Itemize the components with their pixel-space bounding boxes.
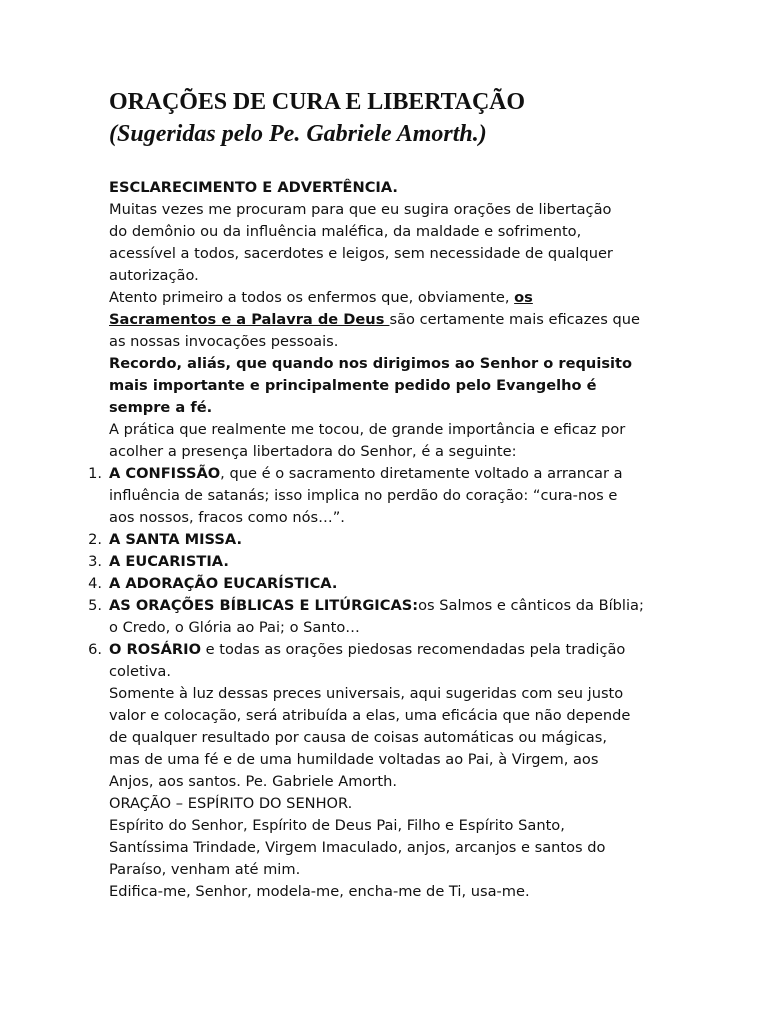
text-span: são certamente mais eficazes que	[389, 311, 640, 328]
text-line: Muitas vezes me procuram para que eu sugira orações de libertação	[109, 201, 612, 218]
faith-paragraph	[109, 353, 669, 419]
text-line: Somente à luz dessas preces universais, aqui sugeridas com seu justo	[109, 685, 624, 702]
text-line: influência de satanás; isso implica no perdão do coração: “cura-nos e	[109, 487, 618, 504]
item-title: O ROSÁRIO	[109, 641, 202, 658]
item-title: A SANTA MISSA.	[109, 531, 243, 548]
text-line	[109, 595, 669, 617]
text-line: acolher a presença libertadora do Senhor, é a seguinte:	[109, 443, 517, 460]
list-item	[88, 551, 669, 573]
sacraments-link-part1[interactable]: os	[514, 289, 533, 306]
page-subtitle: (Sugeridas pelo Pe. Gabriele Amorth.)	[109, 121, 487, 147]
text-line: autorização.	[109, 267, 199, 284]
item-text: os Salmos e cânticos da Bíblia;	[418, 597, 644, 614]
list-number: 2.	[88, 531, 102, 548]
list-item	[88, 529, 669, 551]
practice-list	[88, 463, 669, 903]
list-number: 1.	[88, 465, 102, 482]
title-block	[109, 86, 729, 150]
list-item	[88, 463, 669, 529]
text-line	[109, 309, 669, 331]
text-line: Edifica-me, Senhor, modela-me, encha-me de Ti, usa-me.	[109, 883, 530, 900]
text-line: Espírito do Senhor, Espírito de Deus Pai, Filho e Espírito Santo,	[109, 817, 565, 834]
list-item	[88, 639, 669, 903]
list-item	[88, 573, 669, 595]
sacraments-paragraph	[109, 287, 669, 353]
text-line: aos nossos, fracos como nós…”.	[109, 509, 345, 526]
item-text: , que é o sacramento diretamente voltado a arrancar a	[220, 465, 623, 482]
text-line	[109, 287, 669, 309]
text-line: Paraíso, venham até mim.	[109, 861, 301, 878]
text-line	[109, 639, 669, 661]
list-number: 6.	[88, 641, 102, 658]
text-line: A prática que realmente me tocou, de grande importância e eficaz por	[109, 421, 626, 438]
item-text: e todas as orações piedosas recomendadas pela tradição	[201, 641, 626, 658]
list-item	[88, 595, 669, 639]
text-span: Atento primeiro a todos os enfermos que, obviamente,	[109, 289, 515, 306]
document-body	[88, 177, 669, 903]
section-heading: ESCLARECIMENTO E ADVERTÊNCIA.	[109, 179, 398, 196]
item-title: A ADORAÇÃO EUCARÍSTICA.	[109, 575, 338, 592]
text-line	[109, 463, 669, 485]
text-line: Santíssima Trindade, Virgem Imaculado, anjos, arcanjos e santos do	[109, 839, 606, 856]
item-title: A EUCARISTIA.	[109, 553, 229, 570]
page-title: ORAÇÕES DE CURA E LIBERTAÇÃO	[109, 89, 525, 115]
item-title: A CONFISSÃO	[109, 465, 221, 482]
text-line: coletiva.	[109, 663, 171, 680]
text-line: mais importante e principalmente pedido pelo Evangelho é	[109, 377, 597, 394]
prayer-heading: ORAÇÃO – ESPÍRITO DO SENHOR.	[109, 795, 353, 812]
text-line: do demônio ou da influência maléfica, da maldade e sofrimento,	[109, 223, 582, 240]
text-line: de qualquer resultado por causa de coisas automáticas ou mágicas,	[109, 729, 607, 746]
list-number: 3.	[88, 553, 102, 570]
list-number: 5.	[88, 597, 102, 614]
text-line: Recordo, aliás, que quando nos dirigimos ao Senhor o requisito	[109, 355, 633, 372]
text-line: o Credo, o Glória ao Pai; o Santo…	[109, 619, 360, 636]
intro-paragraph	[109, 199, 669, 287]
list-number: 4.	[88, 575, 102, 592]
text-line: sempre a fé.	[109, 399, 213, 416]
text-line: valor e colocação, será atribuída a elas, uma eficácia que não depende	[109, 707, 631, 724]
text-line: mas de uma fé e de uma humildade voltadas ao Pai, à Virgem, aos	[109, 751, 599, 768]
sacraments-link-part2[interactable]: Sacramentos e a Palavra de Deus	[109, 311, 390, 328]
text-line: Anjos, aos santos. Pe. Gabriele Amorth.	[109, 773, 398, 790]
text-line: as nossas invocações pessoais.	[109, 333, 339, 350]
item-title: AS ORAÇÕES BÍBLICAS E LITÚRGICAS:	[109, 597, 419, 614]
text-line: acessível a todos, sacerdotes e leigos, sem necessidade de qualquer	[109, 245, 613, 262]
practice-paragraph	[109, 419, 669, 463]
